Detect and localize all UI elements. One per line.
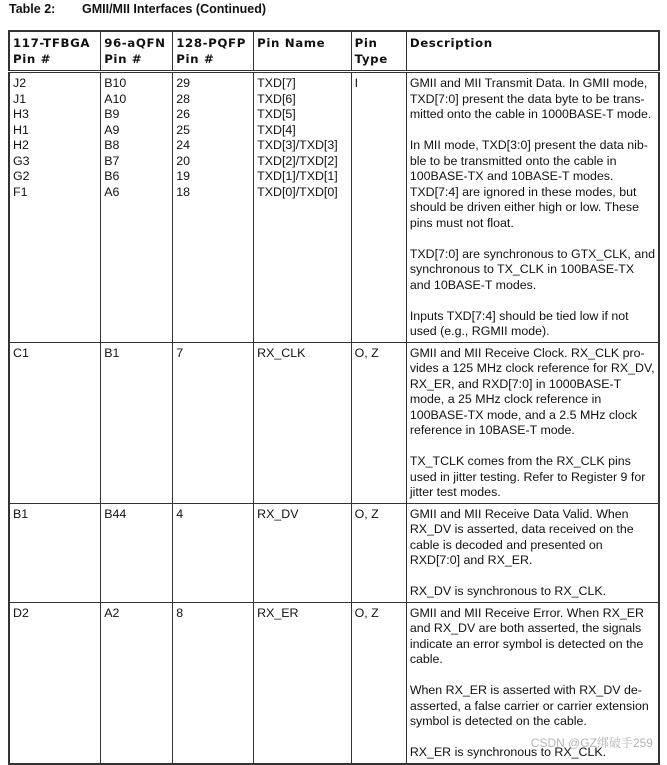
header-pin-name	[254, 31, 351, 72]
description-line: used (e.g., RGMII mode).	[409, 324, 550, 338]
cell-name	[254, 602, 351, 764]
cell-value: A6	[104, 184, 120, 199]
description-paragraph	[410, 454, 655, 501]
cell-value: 8	[176, 605, 184, 620]
cell-value: C1	[13, 345, 29, 360]
description-line: When RX_ER is asserted with RX_DV de-	[409, 683, 642, 697]
description-paragraph	[410, 309, 655, 340]
description-line: RX_ER is synchronous to RX_CLK.	[409, 745, 607, 759]
table-caption	[9, 2, 266, 16]
description-line: GMII and MII Receive Clock. RX_CLK pro-	[409, 345, 645, 360]
description-line: TXD[7:0] present the data byte to be trans-	[409, 91, 645, 106]
description-paragraph	[410, 584, 655, 600]
header-text: Pin Name	[257, 36, 326, 50]
cell-value: TXD[4]	[257, 122, 296, 137]
cell-pqfp	[173, 342, 254, 503]
description-line: RX_DV is asserted, data received on the	[409, 522, 634, 536]
cell-value: B7	[104, 153, 120, 168]
header-text: Pin #	[104, 51, 143, 66]
watermark: CSDN @GZ绑破手259	[530, 736, 653, 750]
cell-value: 28	[176, 91, 191, 106]
cell-aqfn	[101, 72, 173, 343]
cell-type	[351, 602, 406, 764]
description-paragraph	[410, 138, 655, 231]
header-row	[9, 31, 659, 72]
description-paragraph	[410, 606, 655, 668]
cell-name	[254, 72, 351, 343]
header-pqfp	[173, 31, 254, 72]
cell-aqfn	[101, 503, 173, 602]
cell-value: I	[354, 76, 359, 90]
header-text: 117-TFBGA	[13, 36, 91, 50]
cell-value: TXD[0]/TXD[0]	[257, 184, 338, 199]
description-line: vides a 125 MHz clock reference for RX_DV,	[409, 361, 655, 375]
description-line: cable is decoded and presented on	[409, 537, 603, 552]
cell-value: J2	[13, 76, 27, 90]
table-row	[9, 72, 659, 343]
description-line: RX_ER, and RXD[7:0] in 1000BASE-T	[409, 376, 622, 391]
header-text: Description	[409, 36, 493, 50]
cell-value: O, Z	[354, 506, 379, 521]
cell-value: D2	[13, 605, 29, 620]
cell-pqfp	[173, 503, 254, 602]
description-line: GMII and MII Receive Data Valid. When	[409, 506, 629, 521]
description-line: and RX_DV are both asserted, the signals	[409, 621, 642, 635]
cell-value: TXD[2]/TXD[2]	[257, 153, 338, 168]
cell-value: 26	[176, 107, 191, 121]
cell-type	[351, 72, 406, 343]
description-line: synchronous to TX_CLK in 100BASE-TX	[409, 262, 635, 276]
cell-value: F1	[13, 184, 28, 199]
pin-table	[8, 30, 660, 765]
cell-value: RX_ER	[257, 605, 299, 620]
cell-name	[254, 342, 351, 503]
cell-value: 24	[176, 138, 191, 152]
header-tfbga	[9, 31, 101, 72]
description-paragraph	[410, 507, 655, 569]
caption-title: GMII/MII Interfaces (Continued)	[82, 2, 267, 16]
cell-value: TXD[6]	[257, 91, 296, 106]
cell-value: 29	[176, 76, 191, 90]
cell-value: G2	[13, 169, 30, 183]
description-line: reference in 10BASE-T mode.	[409, 423, 575, 437]
cell-type	[351, 342, 406, 503]
cell-value: 19	[176, 169, 191, 183]
description-line: mitted onto the cable in 1000BASE-T mode.	[409, 107, 652, 121]
cell-value: 4	[176, 506, 184, 521]
description-line: mode, a 25 MHz clock reference in	[409, 392, 602, 406]
description-paragraph	[410, 76, 655, 123]
header-text: Type	[354, 51, 388, 66]
header-text: Pin #	[13, 51, 52, 66]
description-line: and 10BASE-T modes.	[409, 277, 537, 292]
cell-value: 7	[176, 345, 184, 360]
description-line: 100BASE-TX mode, and a 2.5 MHz clock	[409, 407, 638, 422]
cell-value: A10	[104, 91, 127, 106]
description-line: TXD[7:4] are ignored in these modes, but	[409, 184, 637, 199]
cell-value: H2	[13, 138, 29, 152]
description-line: TX_TCLK comes from the RX_CLK pins	[409, 454, 631, 468]
cell-tfbga	[9, 503, 101, 602]
header-description	[406, 31, 659, 72]
description-line: 100BASE-TX and 10BASE-T modes.	[409, 169, 614, 183]
cell-value: B1	[13, 506, 29, 521]
description-line: In MII mode, TXD[3:0] present the data nib-	[409, 138, 648, 152]
cell-value: G3	[13, 153, 30, 168]
cell-value: RX_DV	[257, 506, 299, 521]
cell-aqfn	[101, 602, 173, 764]
cell-value: TXD[1]/TXD[1]	[257, 169, 338, 183]
description-line: RXD[7:0] and RX_ER.	[409, 553, 533, 567]
description-line: should be driven either high or low. These	[409, 200, 639, 214]
description-line: pins must not float.	[409, 215, 514, 230]
table-row	[9, 503, 659, 602]
description-paragraph	[410, 683, 655, 730]
cell-tfbga	[9, 72, 101, 343]
cell-description	[406, 72, 659, 343]
cell-value: TXD[3]/TXD[3]	[257, 138, 338, 152]
cell-value: A2	[104, 605, 120, 620]
table-row	[9, 342, 659, 503]
cell-value: B1	[104, 345, 120, 360]
cell-value: B8	[104, 138, 120, 152]
description-line: ble to be transmitted onto the cable in	[409, 153, 617, 168]
description-paragraph	[410, 247, 655, 294]
header-text: 128-PQFP	[176, 36, 246, 50]
description-line: cable.	[409, 652, 443, 666]
cell-description	[406, 342, 659, 503]
description-paragraph	[410, 346, 655, 439]
description-line: TXD[7:0] are synchronous to GTX_CLK, and	[409, 246, 655, 261]
cell-tfbga	[9, 602, 101, 764]
description-line: symbol is detected on the cable.	[409, 714, 587, 728]
cell-tfbga	[9, 342, 101, 503]
cell-value: J1	[13, 91, 27, 106]
header-text: Pin	[354, 36, 378, 50]
cell-value: H3	[13, 107, 29, 121]
description-line: GMII and MII Transmit Data. In GMII mode,	[409, 76, 648, 90]
cell-value: H1	[13, 122, 29, 137]
description-line: indicate an error symbol is detected on the	[409, 636, 644, 651]
description-line: asserted, a false carrier or carrier extension	[409, 698, 649, 713]
header-pin-type	[351, 31, 406, 72]
description-line: Inputs TXD[7:4] should be tied low if not	[409, 308, 629, 323]
cell-description	[406, 503, 659, 602]
cell-value: B10	[104, 76, 127, 90]
cell-value: RX_CLK	[257, 345, 306, 360]
caption-label: Table 2:	[9, 2, 56, 16]
cell-pqfp	[173, 602, 254, 764]
description-line: jitter test modes.	[409, 485, 501, 499]
description-line: RX_DV is synchronous to RX_CLK.	[409, 584, 607, 598]
cell-value: A9	[104, 122, 120, 137]
cell-type	[351, 503, 406, 602]
cell-value: B6	[104, 169, 120, 183]
cell-aqfn	[101, 342, 173, 503]
cell-value: 25	[176, 122, 191, 137]
cell-value: TXD[5]	[257, 107, 296, 121]
description-line: GMII and MII Receive Error. When RX_ER	[409, 605, 644, 620]
header-text: 96-aQFN	[104, 36, 166, 50]
cell-value: O, Z	[354, 605, 379, 620]
cell-value: B9	[104, 107, 120, 121]
cell-pqfp	[173, 72, 254, 343]
description-line: used in jitter testing. Refer to Register 9 for	[409, 469, 646, 484]
cell-value: TXD[7]	[257, 76, 296, 90]
cell-name	[254, 503, 351, 602]
header-aqfn	[101, 31, 173, 72]
cell-value: 20	[176, 153, 191, 168]
header-text: Pin #	[176, 51, 215, 66]
cell-value: B44	[104, 506, 127, 521]
cell-value: 18	[176, 184, 191, 199]
cell-value: O, Z	[354, 345, 379, 360]
